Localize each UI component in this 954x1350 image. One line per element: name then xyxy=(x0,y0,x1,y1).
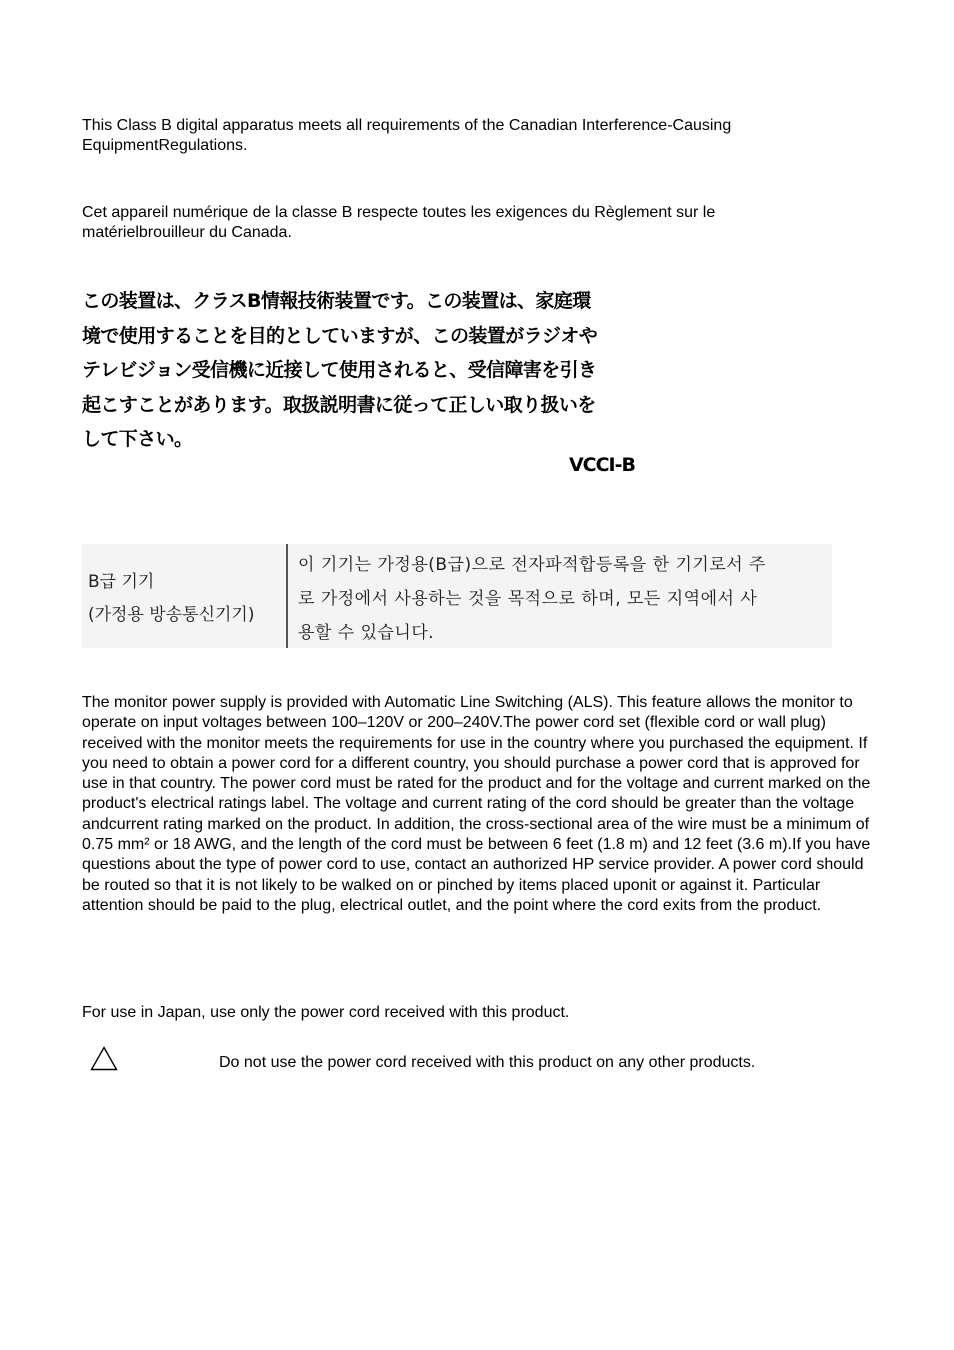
vcci-notice-line: 起こすことがあります。取扱説明書に従って正しい取り扱いを xyxy=(82,393,596,416)
korea-statement xyxy=(298,548,830,650)
caution-triangle-icon xyxy=(90,1046,118,1071)
vcci-notice-line: して下さい。 xyxy=(82,428,193,450)
vcci-notice-line: 境で使用することを目的としていますが、この装置がラジオや xyxy=(82,324,598,347)
vcci-notice xyxy=(82,284,635,457)
power-supply-paragraph: The monitor power supply is provided with Automatic Line Switching (ALS). This feature allows the monitor to operate on input voltages between 100–120V or 200–240V.The power cord set (flexible cord or wall plug) received with the monitor meets the requirements for use in the country where you purchased the equipment. If you need to obtain a power cord for a different country, you should purchase a power cord that is approved for use in that country. The power cord must be rated for the product and for the voltage and current marked on the product's electrical ratings label. The voltage and current rating of the cord should be greater than the voltage andcurrent rating marked on the product. In addition, the cross-sectional area of the wire must be a minimum of 0.75 mm² or 18 AWG, and the length of the cord must be between 6 feet (1.8 m) and 12 feet (3.6 m).If you have questions about the type of power cord to use, contact an authorized HP service provider. A power cord should be routed so that it is not likely to be walked on or pinched by items placed uponit or against it. Particular attention should be paid to the plug, electrical outlet, and the point where the cord exits from the product. xyxy=(82,694,871,914)
vcci-mark: VCCI-B xyxy=(568,454,635,476)
caution-text: Do not use the power cord received with this product on any other products. xyxy=(219,1054,756,1071)
korea-class-subtitle: (가정용 방송통신기기) xyxy=(88,605,255,625)
korea-divider xyxy=(286,544,288,648)
vcci-notice-line: テレビジョン受信機に近接して使用されると、受信障害を引き xyxy=(82,359,597,381)
japan-power-cord-notice: For use in Japan, use only the power cord received with this product. xyxy=(82,1004,570,1021)
canada-notice-french: Cet appareil numérique de la classe B respecte toutes les exigences du Règlement sur le matérielbrouilleur du Canada. xyxy=(82,204,716,242)
korea-class-label xyxy=(88,566,284,632)
korea-class-title: B급 기기 xyxy=(88,572,155,592)
canada-notice-english: This Class B digital apparatus meets all requirements of the Canadian Interference-Causing EquipmentRegulations. xyxy=(82,117,732,155)
korea-statement-line: 용할 수 있습니다. xyxy=(298,623,435,643)
vcci-notice-line: この装置は、クラスB情報技術装置です。この装置は、家庭環 xyxy=(82,290,591,312)
korea-notice xyxy=(82,544,832,648)
korea-statement-line: 로 가정에서 사용하는 것을 목적으로 하며, 모든 지역에서 사 xyxy=(298,589,758,609)
korea-statement-line: 이 기기는 가정용(B급)으로 전자파적합등록을 한 기기로서 주 xyxy=(298,555,766,575)
